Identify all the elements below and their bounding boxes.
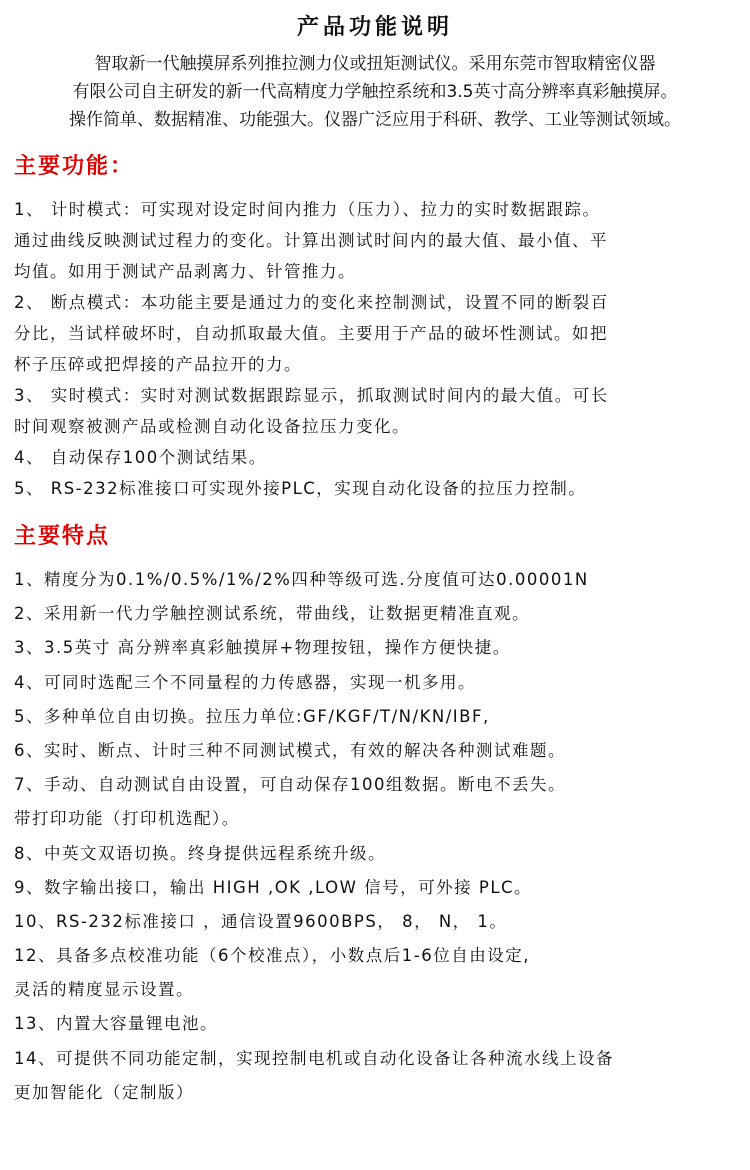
- feature-line: 6、实时、断点、计时三种不同测试模式，有效的解决各种测试难题。: [14, 740, 566, 760]
- intro-line: 操作简单、数据精准、功能强大。仪器广泛应用于科研、教学、工业等测试领域。: [69, 110, 681, 130]
- function-line: 通过曲线反映测试过程力的变化。计算出测试时间内的最大值、最小值、平: [14, 231, 608, 250]
- function-line: 分比，当试样破坏时，自动抓取最大值。主要用于产品的破坏性测试。如把: [14, 324, 608, 343]
- feature-line: 灵活的精度显示设置。: [14, 980, 194, 1000]
- intro-paragraph: [0, 50, 750, 134]
- function-line: 4、 自动保存100个测试结果。: [14, 448, 267, 467]
- function-line: 杯子压碎或把焊接的产品拉开的力。: [14, 355, 302, 374]
- function-line: 3、 实时模式：实时对测试数据跟踪显示，抓取测试时间内的最大值。可长: [14, 386, 609, 405]
- feature-line: 7、手动、自动测试自由设置，可自动保存100组数据。断电不丢失。: [14, 775, 566, 795]
- feature-line: 1、精度分为0.1%/0.5%/1%/2%四种等级可选.分度值可达0.00001N: [14, 570, 589, 589]
- feature-line: 13、内置大容量锂电池。: [14, 1014, 218, 1034]
- functions-list: [14, 194, 740, 504]
- function-line: 1、 计时模式：可实现对设定时间内推力（压力）、拉力的实时数据跟踪。: [14, 200, 601, 219]
- functions-heading: 主要功能：: [14, 154, 135, 179]
- function-line: 时间观察被测产品或检测自动化设备拉压力变化。: [14, 417, 410, 436]
- feature-line: 5、多种单位自由切换。拉压力单位:GF/KGF/T/N/KN/IBF,: [14, 706, 490, 726]
- header: [0, 0, 750, 134]
- features-heading: 主要特点: [14, 524, 111, 549]
- feature-line: 8、中英文双语切换。终身提供远程系统升级。: [14, 843, 386, 863]
- function-line: 5、 RS-232标准接口可实现外接PLC，实现自动化设备的拉压力控制。: [14, 479, 587, 498]
- feature-line: 2、采用新一代力学触控测试系统，带曲线，让数据更精准直观。: [14, 604, 530, 624]
- function-line: 均值。如用于测试产品剥离力、针管推力。: [14, 262, 356, 281]
- feature-line: 带打印功能（打印机选配）。: [14, 809, 240, 829]
- function-line: 2、 断点模式：本功能主要是通过力的变化来控制测试，设置不同的断裂百: [14, 293, 609, 312]
- features-list: [14, 563, 740, 1110]
- feature-line: 12、具备多点校准功能（6个校准点），小数点后1-6位自由设定,: [14, 946, 530, 966]
- feature-line: 14、可提供不同功能定制，实现控制电机或自动化设备让各种流水线上设备: [14, 1048, 614, 1068]
- feature-line: 更加智能化（定制版）: [14, 1082, 194, 1102]
- feature-line: 4、可同时选配三个不同量程的力传感器，实现一机多用。: [14, 672, 476, 692]
- feature-line: 10、RS-232标准接口 ，通信设置9600BPS， 8， N， 1。: [14, 911, 508, 931]
- page-title: 产品功能说明: [296, 15, 453, 40]
- intro-line: 智取新一代触摸屏系列推拉测力仪或扭矩测试仪。采用东莞市智取精密仪器: [94, 54, 656, 74]
- intro-line: 有限公司自主研发的新一代高精度力学触控系统和3.5英寸高分辨率真彩触摸屏。: [72, 82, 678, 102]
- feature-line: 9、数字输出接口，输出 HIGH ,OK ,LOW 信号，可外接 PLC。: [14, 877, 533, 897]
- feature-line: 3、3.5英寸 高分辨率真彩触摸屏+物理按钮，操作方便快捷。: [14, 638, 511, 658]
